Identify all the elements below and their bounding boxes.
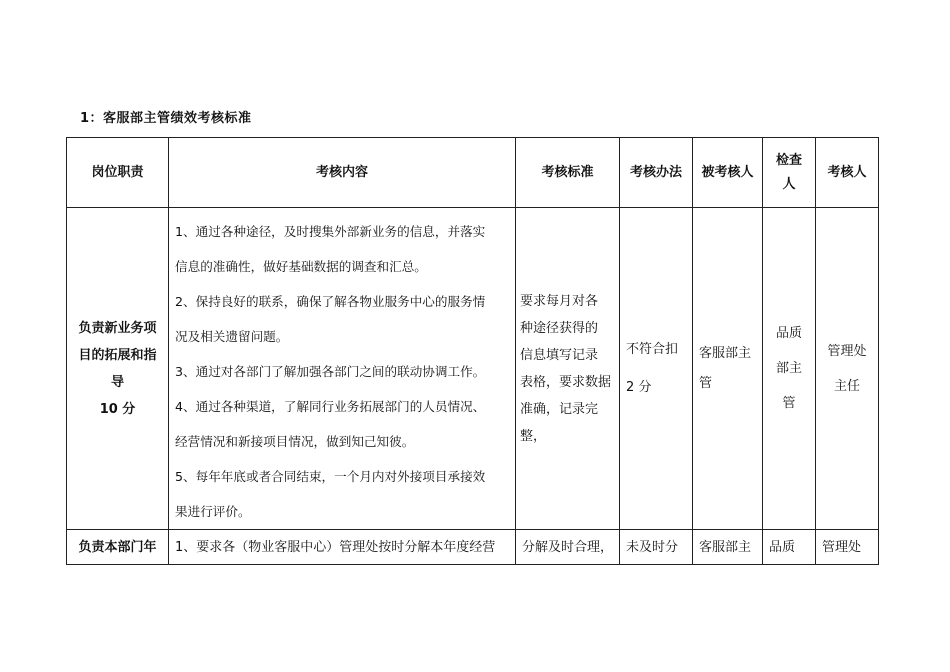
content-line: 3、通过对各部门了解加强各部门之间的联动协调工作。 <box>175 364 486 379</box>
content-line: 况及相关遗留问题。 <box>175 329 289 344</box>
header-checker-line: 检查 <box>775 152 802 168</box>
method-line: 2 分 <box>626 379 652 395</box>
cell-duty: 负责本部门年 <box>67 530 169 565</box>
cell-duty <box>67 208 169 530</box>
examinee-line: 管 <box>699 375 713 391</box>
standard-line: 准确，记录完 <box>520 401 599 417</box>
document-title: 1：客服部主管绩效考核标准 <box>80 111 252 126</box>
header-examiner: 考核人 <box>816 138 879 208</box>
examiner-line: 主任 <box>833 378 860 394</box>
header-checker <box>763 138 816 208</box>
method-line: 不符合扣 <box>626 341 679 357</box>
duty-line: 导 <box>110 374 124 390</box>
standard-line: 要求每月对各 <box>520 293 599 309</box>
cell-method <box>620 208 693 530</box>
cell-content: 1、要求各（物业客服中心）管理处按时分解本年度经营 <box>169 530 516 565</box>
cell-content <box>169 208 516 530</box>
cell-examiner <box>816 208 879 530</box>
checker-line: 部主 <box>775 361 802 376</box>
header-duty: 岗位职责 <box>67 138 169 208</box>
duty-line: 10 分 <box>99 401 136 417</box>
content-line: 果进行评价。 <box>175 504 251 519</box>
header-examinee: 被考核人 <box>693 138 763 208</box>
standard-line: 表格，要求数据 <box>520 374 612 390</box>
examiner-line: 管理处 <box>827 343 867 359</box>
content-line: 4、通过各种渠道，了解同行业务拓展部门的人员情况、 <box>175 399 486 414</box>
standard-line: 信息填写记录 <box>520 347 599 363</box>
duty-line: 目的拓展和指 <box>78 347 157 363</box>
header-content: 考核内容 <box>169 138 516 208</box>
standard-line: 整， <box>520 428 547 444</box>
cell-examinee <box>693 208 763 530</box>
cell-standard <box>516 208 620 530</box>
header-row <box>67 138 879 208</box>
cell-checker <box>763 208 816 530</box>
cell-checker: 品质 <box>763 530 816 565</box>
cell-standard: 分解及时合理， <box>516 530 620 565</box>
checker-line: 管 <box>782 396 796 411</box>
header-standard: 考核标准 <box>516 138 620 208</box>
cell-examinee: 客服部主 <box>693 530 763 565</box>
cell-examiner: 管理处 <box>816 530 879 565</box>
cell-method: 未及时分 <box>620 530 693 565</box>
header-checker-line: 人 <box>782 176 796 192</box>
header-method: 考核办法 <box>620 138 693 208</box>
content-line: 经营情况和新接项目情况，做到知己知彼。 <box>175 434 415 449</box>
table-row <box>67 208 879 530</box>
standard-line: 种途径获得的 <box>520 320 599 336</box>
duty-line: 负责新业务项 <box>78 320 157 336</box>
content-line: 信息的准确性，做好基础数据的调查和汇总。 <box>175 259 427 274</box>
kpi-table <box>66 137 879 565</box>
examinee-line: 客服部主 <box>699 345 752 361</box>
content-line: 5、每年年底或者合同结束，一个月内对外接项目承接效 <box>175 469 486 484</box>
content-line: 2、保持良好的联系，确保了解各物业服务中心的服务情 <box>175 294 486 309</box>
checker-line: 品质 <box>775 326 802 341</box>
table-row <box>67 530 879 565</box>
content-line: 1、通过各种途径，及时搜集外部新业务的信息，并落实 <box>175 224 486 239</box>
